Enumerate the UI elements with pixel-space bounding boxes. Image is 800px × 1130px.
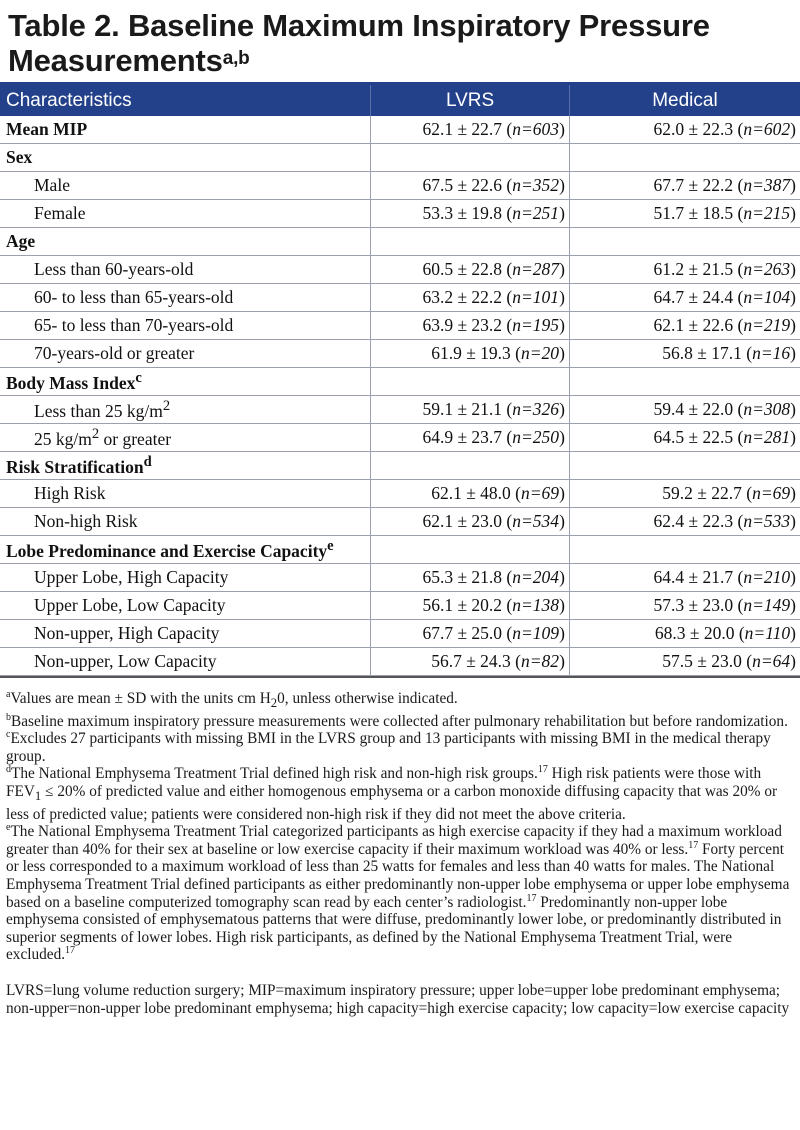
- medical-cell: [569, 480, 800, 508]
- sample-size: n=204: [512, 567, 560, 587]
- lvrs-cell: [371, 312, 570, 340]
- section-label: [0, 228, 371, 256]
- close-paren: ): [790, 595, 796, 615]
- label-text: Male: [34, 175, 70, 195]
- header-lvrs: LVRS: [371, 85, 570, 116]
- mean-sd-value: 51.7 ± 18.5 (: [653, 203, 744, 223]
- header-row: [0, 85, 800, 116]
- section-row: [0, 368, 800, 396]
- table-bottom-rule: [0, 676, 800, 678]
- mean-sd-value: 56.7 ± 24.3 (: [431, 651, 521, 671]
- label-text: Upper Lobe, Low Capacity: [34, 595, 226, 615]
- medical-cell: [569, 312, 800, 340]
- medical-cell: [569, 116, 800, 144]
- label-text: 25 kg/m: [34, 428, 92, 449]
- table-title-line1: Table 2. Baseline Maximum Inspiratory Pressure: [8, 8, 710, 43]
- header-medical: Medical: [569, 85, 800, 116]
- table-row: [0, 648, 800, 676]
- medical-cell: [569, 508, 800, 536]
- footnote-d-text2: High risk patients were those with FEV: [6, 765, 762, 801]
- row-label: [0, 508, 371, 536]
- sample-size: n=219: [743, 315, 791, 335]
- row-label: [0, 172, 371, 200]
- mean-sd-value: 64.4 ± 21.7 (: [653, 567, 744, 587]
- table-row: [0, 424, 800, 452]
- footnote-a-text: Values are mean ± SD with the units cm H: [10, 690, 271, 707]
- sample-size: n=326: [512, 399, 560, 419]
- mip-table: [0, 85, 800, 676]
- close-paren: ): [559, 343, 565, 363]
- mean-sd-value: 62.1 ± 48.0 (: [431, 483, 521, 503]
- mean-sd-value: 67.7 ± 22.2 (: [653, 175, 744, 195]
- lvrs-cell: [371, 144, 570, 172]
- sample-size: n=110: [744, 623, 791, 643]
- footnote-d-text1: The National Emphysema Treatment Trial defined high risk and non-high risk groups.: [11, 765, 538, 783]
- mean-sd-value: 67.5 ± 22.6 (: [422, 175, 513, 195]
- table-row: [0, 200, 800, 228]
- label-text: Non-upper, Low Capacity: [34, 651, 217, 671]
- close-paren: ): [559, 651, 565, 671]
- footnote-e-marker: e: [6, 822, 11, 834]
- close-paren: ): [790, 567, 796, 587]
- lvrs-cell: [371, 480, 570, 508]
- footnote-c-marker: c: [6, 729, 11, 741]
- section-row: [0, 144, 800, 172]
- header-characteristics: Characteristics: [0, 85, 371, 116]
- sample-size: n=138: [512, 595, 560, 615]
- table-row: [0, 284, 800, 312]
- lvrs-cell: [371, 200, 570, 228]
- sample-size: n=64: [752, 651, 791, 671]
- section-row: [0, 452, 800, 480]
- close-paren: ): [790, 175, 796, 195]
- section-label: [0, 536, 371, 564]
- close-paren: ): [559, 175, 565, 195]
- lvrs-cell: [371, 648, 570, 676]
- table-title-footnote-marker: a,b: [222, 48, 250, 69]
- section-row: [0, 116, 800, 144]
- lvrs-cell: [371, 536, 570, 564]
- medical-cell: [569, 396, 800, 424]
- sample-size: n=195: [512, 315, 560, 335]
- table-row: [0, 564, 800, 592]
- medical-cell: [569, 144, 800, 172]
- close-paren: ): [790, 427, 796, 447]
- mean-sd-value: 61.9 ± 19.3 (: [431, 343, 521, 363]
- mean-sd-value: 59.1 ± 21.1 (: [422, 399, 513, 419]
- mean-sd-value: 56.8 ± 17.1 (: [662, 343, 753, 363]
- mean-sd-value: 62.1 ± 23.0 (: [422, 511, 513, 531]
- lvrs-cell: [371, 620, 570, 648]
- lvrs-cell: [371, 228, 570, 256]
- label-text: Upper Lobe, High Capacity: [34, 567, 229, 587]
- sample-size: n=101: [512, 287, 560, 307]
- table-title-line2: Measurements: [8, 43, 223, 78]
- medical-cell: [569, 648, 800, 676]
- close-paren: ): [790, 259, 796, 279]
- row-label: [0, 200, 371, 228]
- label-text: Sex: [6, 147, 33, 167]
- footnote-e-text3: Predominantly non-upper lobe emphysema consisted of emphysematous patterns that were diffuse, predominantly lower lobe, or predominantly distributed in superior segments of lower lobes. High risk participants, as defined by the National Emphysema Treatment Trial, were excluded.: [6, 893, 782, 964]
- row-label: [0, 312, 371, 340]
- close-paren: ): [559, 399, 565, 419]
- abbreviations: LVRS=lung volume reduction surgery; MIP=maximum inspiratory pressure; upper lobe=upper lobe predominant emphysema; non-upper=non-upper lobe predominant emphysema; high capacity=high exercise capacity; low capacity=low exercise capacity: [6, 982, 790, 1017]
- row-label: [0, 396, 371, 424]
- sample-size: n=16: [752, 343, 791, 363]
- sample-size: n=603: [512, 119, 560, 139]
- mean-sd-value: 53.3 ± 19.8 (: [422, 203, 513, 223]
- footnote-e: [6, 823, 796, 964]
- mean-sd-value: 64.5 ± 22.5 (: [653, 427, 744, 447]
- sample-size: n=69: [521, 483, 560, 503]
- footnote-b: [6, 713, 796, 731]
- mean-sd-value: 61.2 ± 21.5 (: [653, 259, 744, 279]
- section-row: [0, 228, 800, 256]
- close-paren: ): [559, 315, 565, 335]
- label-text: Body Mass Index: [6, 372, 136, 393]
- label-text: Non-upper, High Capacity: [34, 623, 220, 643]
- sample-size: n=263: [743, 259, 791, 279]
- label-superscript: 2: [91, 425, 100, 442]
- label-text: Less than 60-years-old: [34, 259, 194, 279]
- section-label: [0, 116, 371, 144]
- row-label: [0, 564, 371, 592]
- close-paren: ): [790, 315, 796, 335]
- close-paren: ): [790, 651, 796, 671]
- medical-cell: [569, 340, 800, 368]
- sample-size: n=250: [512, 427, 560, 447]
- section-footnote-marker: d: [143, 453, 152, 470]
- close-paren: ): [790, 287, 796, 307]
- footnote-c: [6, 730, 796, 765]
- footnote-b-marker: b: [6, 711, 11, 723]
- mean-sd-value: 63.2 ± 22.2 (: [422, 287, 513, 307]
- label-text: 70-years-old or greater: [34, 343, 195, 363]
- footnote-a-sub: 2: [270, 696, 278, 711]
- footnote-d-text3: ≤ 20% of predicted value and either homogenous emphysema or a carbon monoxide diffusing capacity that was 20% or less of predicted value; patients were considered non-high risk if they did not meet the above criteria.: [6, 783, 778, 823]
- sample-size: n=533: [743, 511, 791, 531]
- medical-cell: [569, 424, 800, 452]
- row-label: [0, 648, 371, 676]
- footnote-e-ref2: 17: [526, 892, 537, 904]
- close-paren: ): [559, 287, 565, 307]
- medical-cell: [569, 452, 800, 480]
- table-row: [0, 480, 800, 508]
- lvrs-cell: [371, 256, 570, 284]
- table-row: [0, 592, 800, 620]
- sample-size: n=210: [743, 567, 791, 587]
- footnote-d-ref: 17: [537, 764, 548, 776]
- medical-cell: [569, 228, 800, 256]
- section-label: [0, 452, 371, 480]
- footnote-a-after: 0, unless otherwise indicated.: [277, 690, 458, 707]
- lvrs-cell: [371, 116, 570, 144]
- row-label: [0, 256, 371, 284]
- row-label: [0, 480, 371, 508]
- lvrs-cell: [371, 592, 570, 620]
- close-paren: ): [559, 427, 565, 447]
- label-text: 65- to less than 70-years-old: [34, 315, 234, 335]
- lvrs-cell: [371, 564, 570, 592]
- sample-size: n=251: [512, 203, 560, 223]
- footnote-a-marker: a: [6, 688, 11, 700]
- section-label: [0, 368, 371, 396]
- close-paren: ): [790, 203, 796, 223]
- medical-cell: [569, 256, 800, 284]
- row-label: [0, 340, 371, 368]
- table-title: [0, 0, 800, 78]
- footnote-e-text1: The National Emphysema Treatment Trial categorized participants as high exercise capacity if they had a maximum workload greater than 40% for their sex at baseline or low exercise capacity if their maximum workload was 40% or less.: [6, 823, 782, 858]
- mean-sd-value: 57.3 ± 23.0 (: [653, 595, 744, 615]
- footnote-e-text2: Forty percent or less corresponded to a maximum workload of less than 25 watts for females and less than 40 watts for males. The National Emphysema Treatment Trial defined participants as either predominantly non-upper lobe emphysema or upper lobe emphysema based on a baseline computerized tomography scan read by each center’s radiologist.: [6, 840, 790, 911]
- footnote-e-ref1: 17: [688, 839, 699, 851]
- footnote-gap: [6, 964, 796, 982]
- mean-sd-value: 64.9 ± 23.7 (: [422, 427, 513, 447]
- close-paren: ): [790, 483, 796, 503]
- table-row: [0, 312, 800, 340]
- lvrs-cell: [371, 284, 570, 312]
- medical-cell: [569, 200, 800, 228]
- sample-size: n=69: [752, 483, 791, 503]
- close-paren: ): [790, 511, 796, 531]
- label-text-after: or greater: [99, 428, 172, 449]
- section-footnote-marker: e: [327, 537, 334, 554]
- sample-size: n=352: [512, 175, 560, 195]
- section-label: [0, 144, 371, 172]
- label-text: Lobe Predominance and Exercise Capacity: [6, 540, 328, 561]
- label-text: Risk Stratification: [6, 456, 144, 477]
- mean-sd-value: 63.9 ± 23.2 (: [422, 315, 513, 335]
- mean-sd-value: 56.1 ± 20.2 (: [422, 595, 513, 615]
- mean-sd-value: 62.1 ± 22.7 (: [422, 119, 513, 139]
- section-footnote-marker: c: [135, 369, 142, 386]
- sample-size: n=287: [512, 259, 560, 279]
- mean-sd-value: 68.3 ± 20.0 (: [654, 623, 745, 643]
- mean-sd-value: 60.5 ± 22.8 (: [422, 259, 513, 279]
- footnote-d-sub: 1: [34, 789, 42, 804]
- footnote-c-text: Excludes 27 participants with missing BMI in the LVRS group and 13 participants with missing BMI in the medical therapy group.: [6, 730, 771, 765]
- lvrs-cell: [371, 340, 570, 368]
- close-paren: ): [790, 119, 796, 139]
- sample-size: n=602: [743, 119, 791, 139]
- table-row: [0, 508, 800, 536]
- lvrs-cell: [371, 172, 570, 200]
- lvrs-cell: [371, 452, 570, 480]
- close-paren: ): [559, 567, 565, 587]
- table-row: [0, 396, 800, 424]
- medical-cell: [569, 284, 800, 312]
- sample-size: n=20: [521, 343, 560, 363]
- section-row: [0, 536, 800, 564]
- medical-cell: [569, 536, 800, 564]
- table-title-line2-wrap: [8, 43, 792, 78]
- close-paren: ): [559, 595, 565, 615]
- medical-cell: [569, 620, 800, 648]
- mean-sd-value: 59.2 ± 22.7 (: [662, 483, 753, 503]
- label-superscript: 2: [162, 397, 171, 414]
- sample-size: n=534: [512, 511, 560, 531]
- lvrs-cell: [371, 424, 570, 452]
- close-paren: ): [559, 483, 565, 503]
- close-paren: ): [559, 259, 565, 279]
- lvrs-cell: [371, 368, 570, 396]
- close-paren: ): [790, 399, 796, 419]
- row-label: [0, 424, 371, 452]
- sample-size: n=104: [743, 287, 791, 307]
- close-paren: ): [559, 623, 565, 643]
- footnote-d: [6, 765, 796, 823]
- sample-size: n=215: [743, 203, 791, 223]
- mean-sd-value: 62.0 ± 22.3 (: [653, 119, 744, 139]
- close-paren: ): [559, 119, 565, 139]
- mean-sd-value: 62.1 ± 22.6 (: [653, 315, 744, 335]
- label-text: Age: [6, 231, 36, 251]
- row-label: [0, 284, 371, 312]
- label-text: Mean MIP: [6, 119, 88, 139]
- mean-sd-value: 59.4 ± 22.0 (: [653, 399, 744, 419]
- table-row: [0, 256, 800, 284]
- label-text: High Risk: [34, 483, 106, 503]
- sample-size: n=281: [743, 427, 791, 447]
- close-paren: ): [559, 203, 565, 223]
- row-label: [0, 592, 371, 620]
- footnote-e-ref3: 17: [65, 945, 76, 957]
- label-text: Non-high Risk: [34, 511, 138, 531]
- medical-cell: [569, 564, 800, 592]
- close-paren: ): [790, 343, 796, 363]
- row-label: [0, 620, 371, 648]
- table-row: [0, 340, 800, 368]
- mean-sd-value: 65.3 ± 21.8 (: [422, 567, 513, 587]
- medical-cell: [569, 368, 800, 396]
- sample-size: n=387: [743, 175, 791, 195]
- medical-cell: [569, 172, 800, 200]
- footnote-d-marker: d: [6, 764, 11, 776]
- mean-sd-value: 62.4 ± 22.3 (: [653, 511, 744, 531]
- mean-sd-value: 64.7 ± 24.4 (: [653, 287, 744, 307]
- mean-sd-value: 57.5 ± 23.0 (: [662, 651, 753, 671]
- footnote-b-text: Baseline maximum inspiratory pressure measurements were collected after pulmonary rehabilitation but before randomization.: [11, 712, 788, 730]
- label-text: 60- to less than 65-years-old: [34, 287, 234, 307]
- sample-size: n=149: [743, 595, 791, 615]
- mean-sd-value: 67.7 ± 25.0 (: [422, 623, 513, 643]
- footnote-a: [6, 690, 796, 713]
- sample-size: n=308: [743, 399, 791, 419]
- medical-cell: [569, 592, 800, 620]
- label-text: Female: [34, 203, 86, 223]
- table-row: [0, 620, 800, 648]
- table-row: [0, 172, 800, 200]
- sample-size: n=109: [512, 623, 560, 643]
- close-paren: ): [559, 511, 565, 531]
- lvrs-cell: [371, 396, 570, 424]
- lvrs-cell: [371, 508, 570, 536]
- label-text: Less than 25 kg/m: [34, 400, 163, 421]
- sample-size: n=82: [521, 651, 560, 671]
- footnotes: [6, 690, 796, 1017]
- table-body: [0, 116, 800, 676]
- close-paren: ): [790, 623, 796, 643]
